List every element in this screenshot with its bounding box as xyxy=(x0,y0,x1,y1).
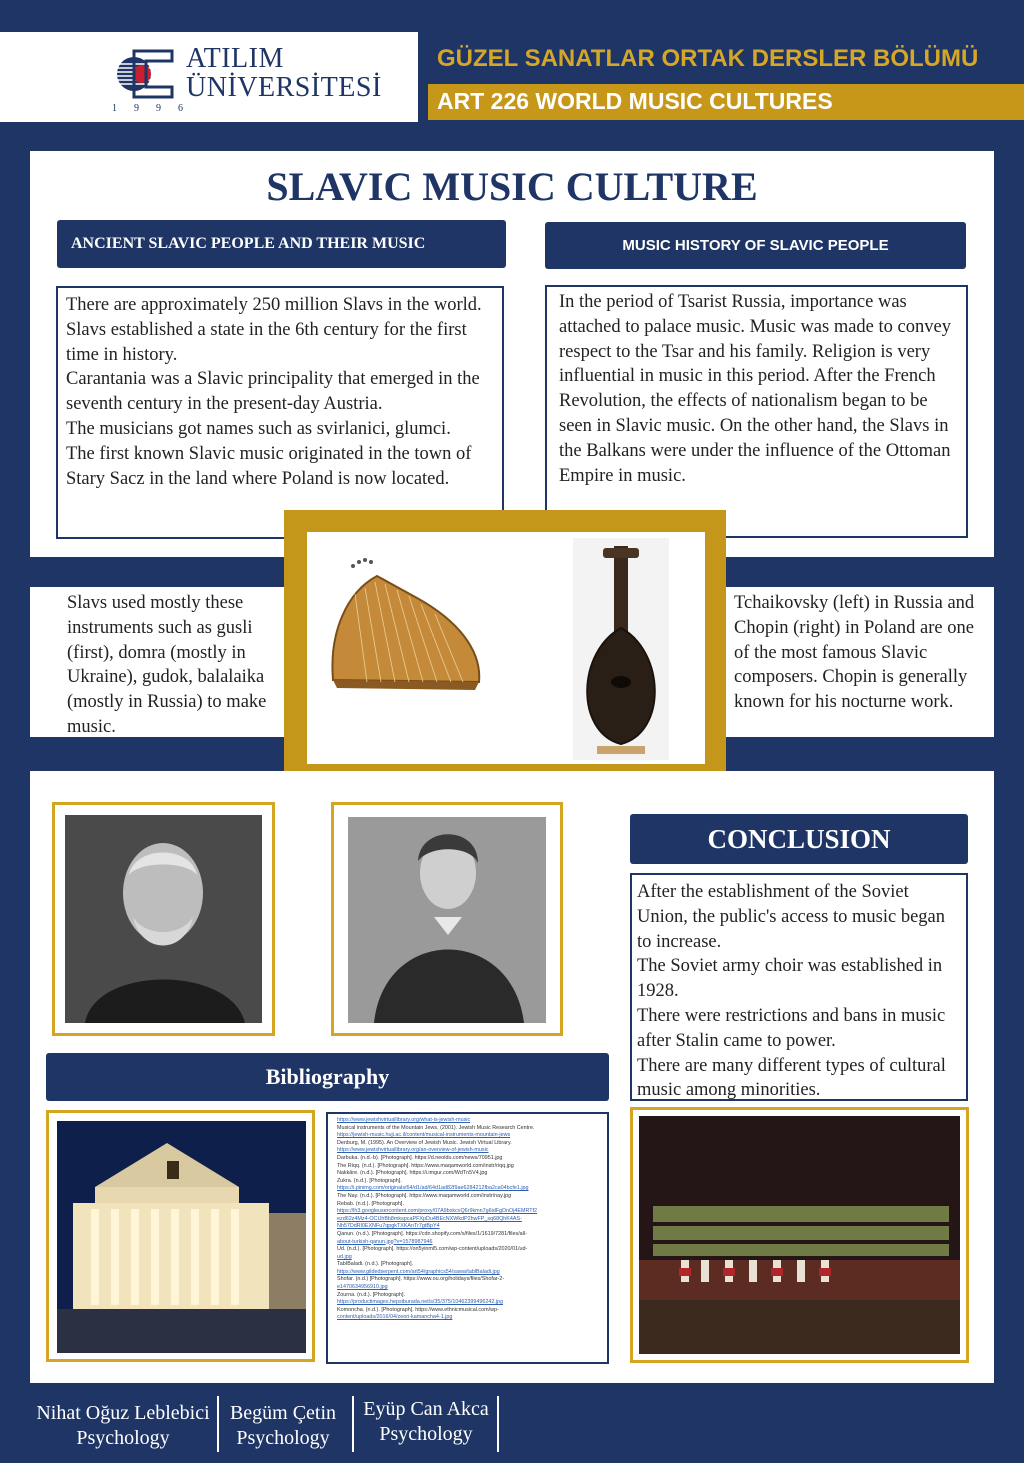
author-name: Begüm Çetin xyxy=(229,1402,337,1424)
bibliography-entry: The Nay. (n.d.). [Photograph]. https://www.maqamworld.com/instr/nay.jpg xyxy=(337,1192,512,1199)
history-text: In the period of Tsarist Russia, importance was attached to palace music. Music was made to convey respect to the Tsar and his family. Religion is very influential in music in this period. After the French Revolution, the effects of nationalism began to be seen in Slavic music. On the other hand, the Slavs in the Balkans were under the influence of the Ottoman Empire in music. xyxy=(559,292,951,486)
instruments-text: Slavs used mostly these instruments such as gusli (first), domra (mostly in Ukraine), gudok, balalaika (mostly in Russia) to make music. xyxy=(67,593,267,737)
bibliography-entry: Komoncha. (n.d.). [Photograph]. https://www.ethnicmusical.com/wp- xyxy=(337,1306,499,1313)
choir-frame xyxy=(630,1107,969,1363)
instruments-photo-area xyxy=(307,532,705,764)
author-separator xyxy=(217,1396,219,1452)
bibliography-entry[interactable]: https://www.gildedserpent.com/art54/graphics54/sawa/tablBaladi.jpg xyxy=(337,1268,500,1275)
bibliography-heading: Bibliography xyxy=(46,1053,609,1101)
bibliography-entry: Musical instruments of the Mountain Jews. (2001). Jewish Music Research Centre. xyxy=(337,1124,535,1131)
author-name: Eyüp Can Akca xyxy=(363,1398,489,1420)
author-2 xyxy=(225,1401,341,1451)
university-name xyxy=(186,44,382,102)
soviet-army-choir-photo xyxy=(633,1110,966,1360)
university-name-line1: ATILIM xyxy=(186,43,284,74)
ancient-text: There are approximately 250 million Slavs in the world. Slavs established a state in the 6th century for the first time in history. Carantania was a Slavic principality that emerged in the seventh century in the present-day Austria. The musicians got names such as svirlanici, glumci. The first known Slavic music originated in the town of Stary Sacz in the land where Poland is now located. xyxy=(66,295,482,489)
bibliography-entry: Rebab. (n.d.). [Photograph]. xyxy=(337,1200,404,1207)
bibliography-entry[interactable]: about-turkish-qanun.jpg?v=1578987946 xyxy=(337,1238,433,1245)
chopin-portrait xyxy=(334,805,560,1033)
bibliography-entry: Nakkâre. (n.d.). [Photograph]. https://i.imgur.com/WdTn5V4.jpg xyxy=(337,1170,488,1177)
bibliography-entry[interactable]: https://i.pinimg.com/originals/64/d1/ad/64d1ad82f9ae6284212fba2ca04bcfe1.jpg xyxy=(337,1185,529,1192)
bibliography-entry: Qanun. (n.d.). [Photograph]. https://cdn.shopify.com/s/files/1/1619/7281/files/all- xyxy=(337,1230,527,1237)
author-name: Nihat Oğuz Leblebici xyxy=(36,1402,210,1424)
bibliography-entry[interactable]: https://www.jewishvirtuallibrary.org/an-overview-of-jewish-music xyxy=(337,1147,489,1154)
gudok-image xyxy=(573,538,669,760)
conclusion-heading: CONCLUSION xyxy=(630,814,968,864)
bibliography-entry: Shofar. (n.d.) [Photograph]. https://www.ou.org/holidays/files/Shofar-2- xyxy=(337,1276,505,1283)
university-name-line2: ÜNİVERSİTESİ xyxy=(186,72,382,103)
conclusion-text: After the establishment of the Soviet Union, the public's access to music began to increase. The Soviet army choir was established in 1928. There were restrictions and bans in music after Stalin came to power. There are many different types of cultural music among minorities. xyxy=(637,882,946,1101)
atilim-logo-icon xyxy=(112,47,176,103)
author-department: Psychology xyxy=(236,1427,330,1449)
bibliography-entry[interactable]: ezd62z4Mz4-OCUhBb8mkspcaPFXpDu4BEcNXWkdP2hwFP_sq68QhK4AS- xyxy=(337,1215,522,1222)
author-separator xyxy=(497,1396,499,1452)
author-separator xyxy=(352,1396,354,1452)
bibliography-entry: Denburg, M. (1995). An Overview of Jewish Music. Jewish Virtual Library. xyxy=(337,1139,512,1146)
bibliography-entry[interactable]: ud.jpg xyxy=(337,1253,352,1260)
bibliography-entry: TabIBaladi. (n.d.). [Photograph]. xyxy=(337,1261,414,1268)
bibliography-entry[interactable]: e1470634956910.jpg xyxy=(337,1284,388,1291)
tchaikovsky-portrait xyxy=(55,805,272,1033)
gusli-image xyxy=(332,558,479,690)
bibliography-entry[interactable]: content/uploads/2016/04/zeori-kamancha4-1.jpg xyxy=(337,1314,453,1321)
bibliography-entry: Darbuka. (n.d.-b). [Photograph]. https://d.neoldu.com/news/70951.jpg xyxy=(337,1154,503,1161)
course-title: ART 226 WORLD MUSIC CULTURES xyxy=(437,88,833,114)
bolshoi-frame xyxy=(46,1110,315,1362)
tchaikovsky-frame xyxy=(52,802,275,1036)
author-3 xyxy=(358,1397,494,1447)
author-1 xyxy=(30,1401,216,1451)
bibliography-entry[interactable]: https://www.jewishvirtuallibrary.org/what-is-jewish-music xyxy=(337,1117,471,1123)
bibliography-entry[interactable]: https://jewish-music.huji.ac.il/content/musical-instruments-mountain-jews xyxy=(337,1132,511,1139)
instruments-photo xyxy=(307,532,705,764)
bibliography-entry: Zourna. (n.d.). [Photograph]. xyxy=(337,1291,406,1298)
poster-title: SLAVIC MUSIC CULTURE xyxy=(266,164,758,209)
ancient-text-box xyxy=(56,286,504,539)
bolshoi-theatre-photo xyxy=(49,1113,312,1359)
composers-text: Tchaikovsky (left) in Russia and Chopin (right) in Poland are one of the most famous Slavic composers. Chopin is generally known for his nocturne work. xyxy=(734,593,975,713)
bibliography-box xyxy=(326,1112,609,1364)
bibliography-entry[interactable]: https://lh3.googleusercontent.com/proxy/07A9bxkcvQ6r9kmn7g6idFgDnOj4EMRTf2 xyxy=(337,1208,538,1215)
section-heading-history: MUSIC HISTORY OF SLAVIC PEOPLE xyxy=(545,222,966,269)
conclusion-text-box xyxy=(630,873,968,1101)
bibliography-entry: Zukra. (n.d.). [Photograph]. xyxy=(337,1177,402,1184)
founding-year: 1996 xyxy=(112,103,200,114)
bibliography-list xyxy=(337,1117,598,1322)
author-department: Psychology xyxy=(76,1427,170,1449)
history-text-box xyxy=(545,285,968,538)
bibliography-entry: Ud. (n.d.). [Photograph]. https://on5yinml5.com/wp-content/uploads/2020/01/ud- xyxy=(337,1246,528,1253)
bibliography-entry[interactable]: https://productimages.hepsiburada.net/s/35/375/10462399496242.jpg xyxy=(337,1299,504,1306)
department-title: GÜZEL SANATLAR ORTAK DERSLER BÖLÜMÜ xyxy=(437,45,979,72)
bibliography-entry[interactable]: Nh57DdRl0EXNFu7qpgkTXKAnTr7gtBpY4 xyxy=(337,1223,440,1230)
section-heading-ancient: ANCIENT SLAVIC PEOPLE AND THEIR MUSIC xyxy=(57,220,506,268)
bibliography-entry: The Riqq. (n.d.). [Photograph]. https://www.maqamworld.com/instr/riqq.jpg xyxy=(337,1162,514,1169)
author-department: Psychology xyxy=(379,1423,473,1445)
chopin-frame xyxy=(331,802,563,1036)
